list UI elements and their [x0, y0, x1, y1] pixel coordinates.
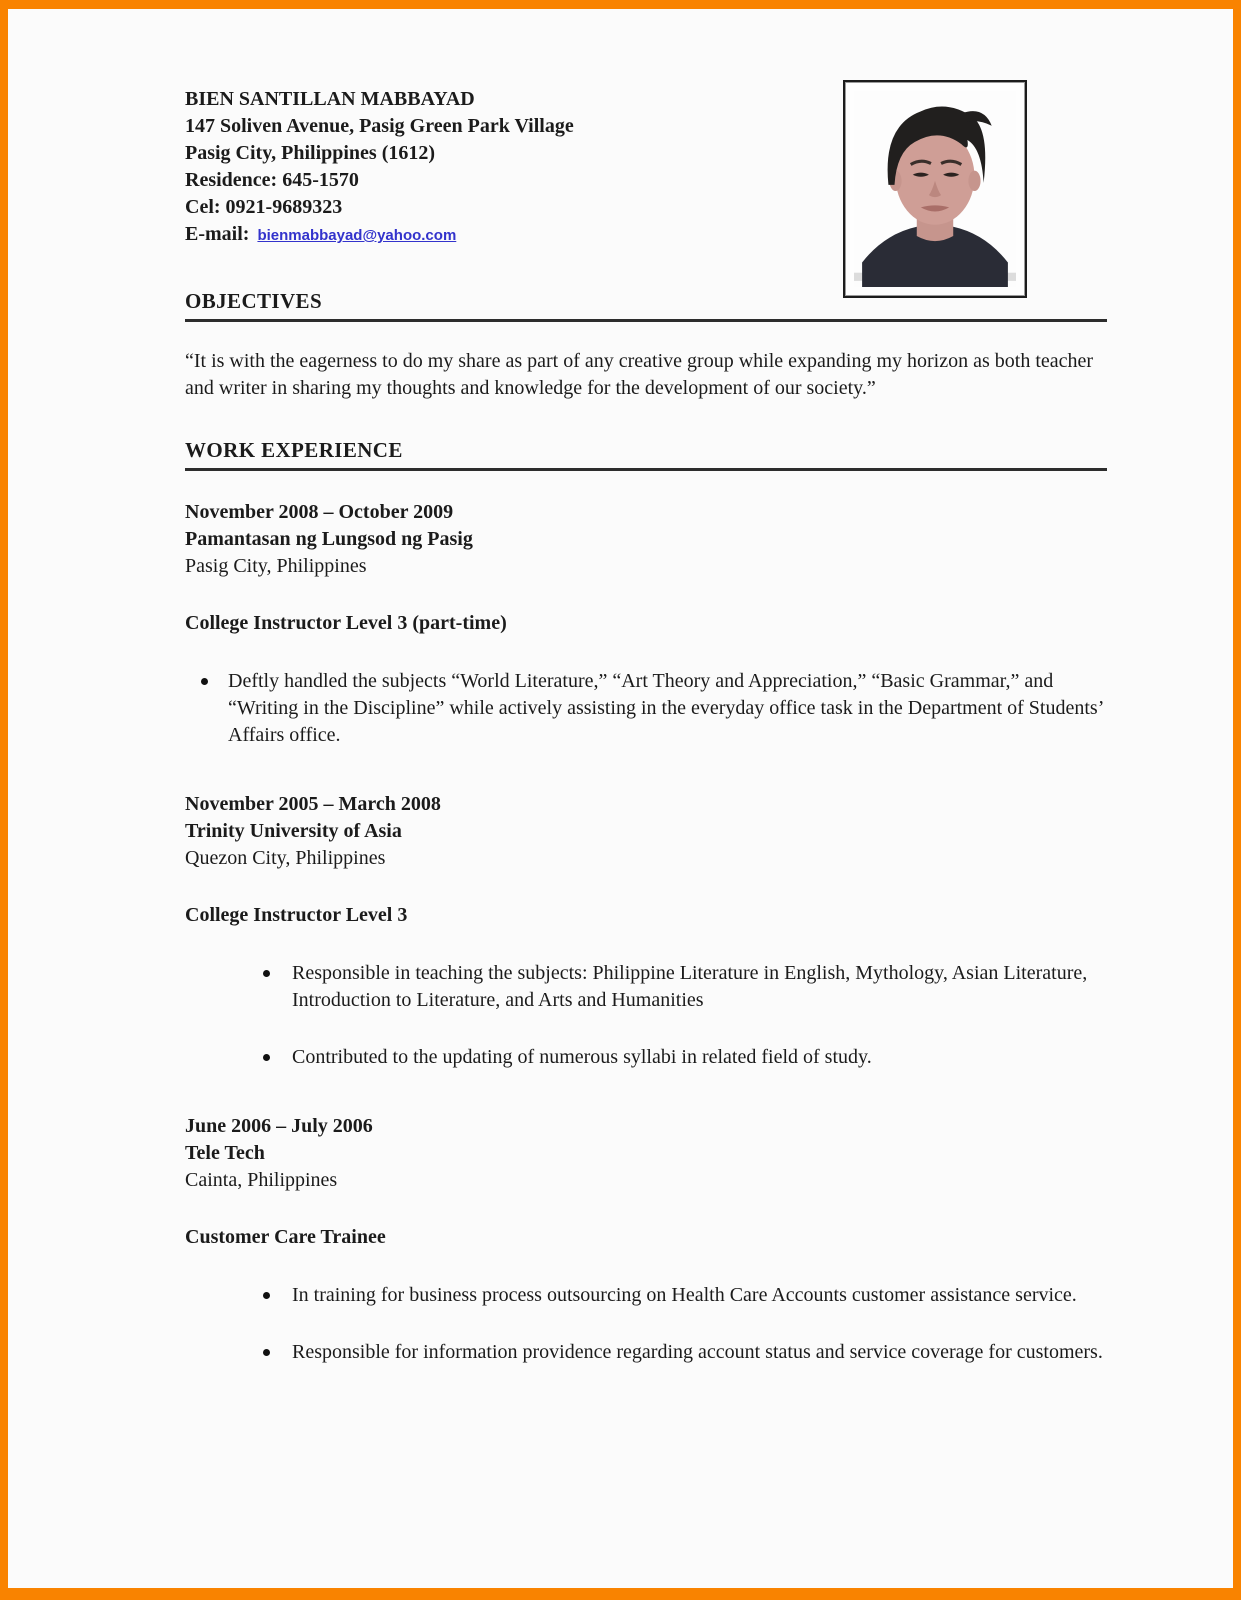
- entry-location: Quezon City, Philippines: [185, 847, 386, 869]
- applicant-name: BIEN SANTILLAN MABBAYAD: [185, 88, 475, 110]
- entry-location: Pasig City, Philippines: [185, 555, 367, 577]
- entry-organization: Trinity University of Asia: [185, 820, 402, 842]
- work-entry: [185, 499, 1107, 749]
- email-label: E-mail:: [185, 223, 250, 245]
- entry-position: College Instructor Level 3: [185, 904, 408, 926]
- objectives-heading: OBJECTIVES: [185, 289, 1107, 322]
- bullet-text: Responsible in teaching the subjects: Philippine Literature in English, Mythology, Asian Literature, Introduction to Literature, and Arts and Humanities: [292, 962, 1088, 1011]
- entry-organization: Tele Tech: [185, 1142, 265, 1164]
- resume-content: [185, 86, 1107, 1366]
- bullet-item: [185, 1044, 1107, 1071]
- entry-dates: November 2005 – March 2008: [185, 793, 441, 815]
- bullet-text: Responsible for information providence regarding account status and service coverage for customers.: [292, 1341, 1103, 1363]
- entry-bullets: [185, 1282, 1107, 1366]
- email-row: [185, 221, 1107, 249]
- bullet-item: [185, 1339, 1107, 1366]
- bullet-icon: [201, 678, 208, 685]
- objectives-section: [185, 289, 1107, 402]
- work-experience-section: [185, 438, 1107, 1366]
- entry-bullets: [185, 668, 1107, 749]
- bullet-text: In training for business process outsourcing on Health Care Accounts customer assistance service.: [292, 1284, 1077, 1306]
- contact-block: [185, 86, 1107, 249]
- address-line-1: 147 Soliven Avenue, Pasig Green Park Village: [185, 115, 574, 137]
- work-entry: [185, 1113, 1107, 1366]
- email-link[interactable]: bienmabbayad@yahoo.com: [257, 227, 457, 244]
- entry-position: College Instructor Level 3 (part-time): [185, 612, 507, 634]
- objectives-statement: “It is with the eagerness to do my share as part of any creative group while expanding my horizon as both teacher and writer in sharing my thoughts and knowledge for the development of our society.”: [185, 350, 1094, 399]
- bullet-item: [185, 668, 1107, 749]
- entry-dates: November 2008 – October 2009: [185, 501, 454, 523]
- bullet-text: Contributed to the updating of numerous syllabi in related field of study.: [292, 1046, 872, 1068]
- address-line-2: Pasig City, Philippines (1612): [185, 142, 436, 164]
- cell-phone: Cel: 0921-9689323: [185, 196, 343, 218]
- work-experience-heading: WORK EXPERIENCE: [185, 438, 1107, 471]
- entry-dates: June 2006 – July 2006: [185, 1115, 373, 1137]
- entry-position: Customer Care Trainee: [185, 1226, 386, 1248]
- entry-bullets: [185, 960, 1107, 1071]
- bullet-icon: [263, 970, 270, 977]
- bullet-icon: [263, 1054, 270, 1061]
- entry-location: Cainta, Philippines: [185, 1169, 338, 1191]
- entry-organization: Pamantasan ng Lungsod ng Pasig: [185, 528, 473, 550]
- residence-phone: Residence: 645-1570: [185, 169, 359, 191]
- bullet-item: [185, 1282, 1107, 1309]
- bullet-item: [185, 960, 1107, 1014]
- bullet-icon: [263, 1349, 270, 1356]
- bullet-icon: [263, 1292, 270, 1299]
- bullet-text: Deftly handled the subjects “World Literature,” “Art Theory and Appreciation,” “Basic Grammar,” and “Writing in the Discipline” while actively assisting in the everyday office task in the Department of Students’ Affairs office.: [228, 670, 1103, 746]
- resume-sheet: [8, 9, 1233, 1588]
- work-entry: [185, 791, 1107, 1071]
